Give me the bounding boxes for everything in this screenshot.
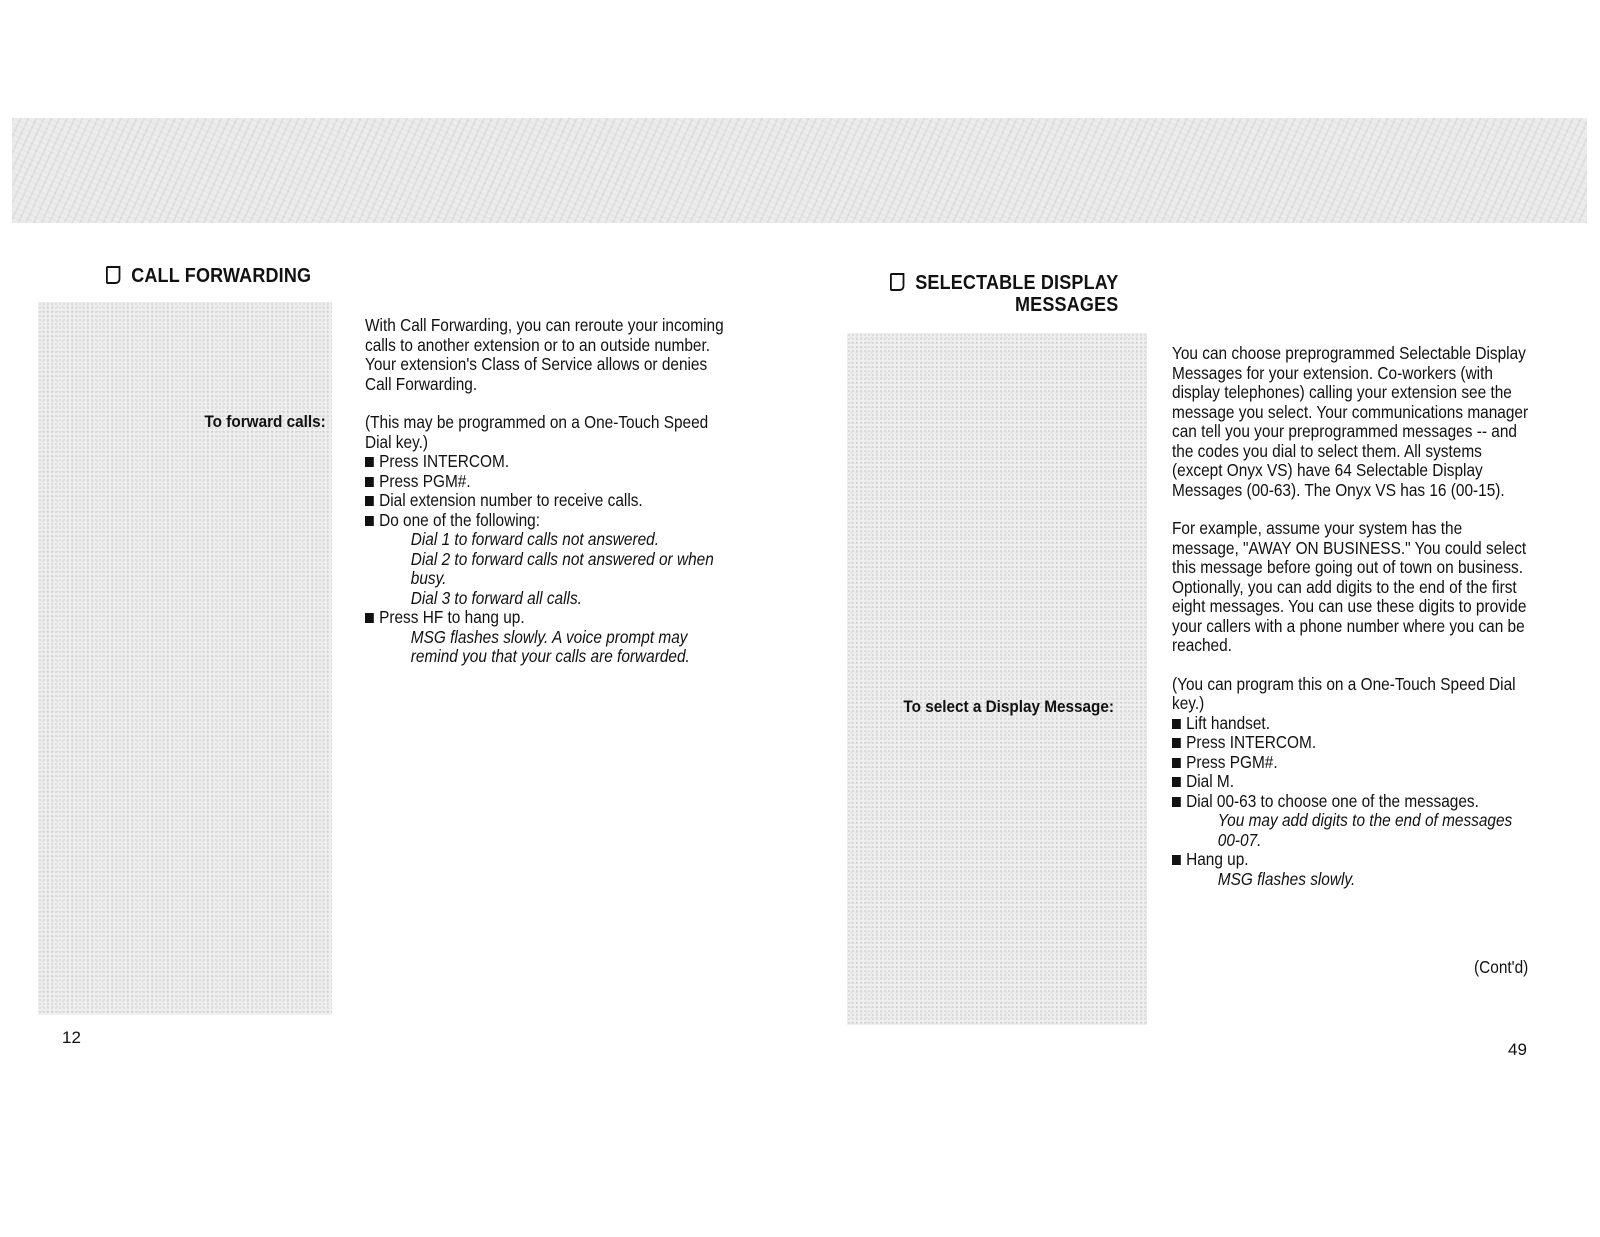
checkbox-square-icon	[890, 273, 904, 291]
procedure-note: (You can program this on a One-Touch Speed Dial key.)	[1172, 673, 1516, 713]
bullet-square-icon	[365, 516, 374, 526]
step-sub-note: MSG flashes slowly.	[1217, 868, 1356, 889]
side-label-forward-calls: To forward calls:	[204, 412, 326, 431]
step-item: Dial M.	[1172, 772, 1533, 792]
step-sub-note: Dial 3 to forward all calls.	[410, 587, 582, 608]
step-item: Press PGM#.	[365, 472, 735, 492]
section-heading-selectable-display-messages	[890, 272, 1118, 316]
bullet-square-icon	[365, 477, 374, 487]
bullet-square-icon	[1172, 738, 1181, 748]
page-number-left: 12	[62, 1028, 81, 1047]
step-sub-note: Dial 1 to forward calls not answered.	[410, 529, 659, 549]
display-messages-body	[1172, 344, 1533, 889]
bullet-square-icon	[365, 496, 374, 506]
step-item: Press PGM#.	[1172, 753, 1533, 773]
right-margin-shade	[847, 333, 1147, 1025]
bullet-square-icon	[1172, 797, 1181, 807]
bullet-square-icon	[1172, 777, 1181, 787]
intro-paragraph: With Call Forwarding, you can reroute your incoming calls to another extension or to an outside number. Your extension's Class of Service allows or denies Call Forwarding.	[365, 315, 724, 394]
page-number-right: 49	[1508, 1040, 1527, 1059]
top-shaded-band	[12, 118, 1587, 223]
paragraph-2: For example, assume your system has the message, "AWAY ON BUSINESS." You could select this message before going out of town on business. Optionally, you can add digits to the end of the first eight messages. You can use these digits to provide your callers with a phone number where you can be reached.	[1172, 518, 1527, 655]
side-label-select-display-message: To select a Display Message:	[903, 697, 1114, 716]
continued-note: (Cont'd)	[1474, 957, 1529, 977]
paragraph-1: You can choose preprogrammed Selectable Display Messages for your extension. Co-workers (with display telephones) calling your extension see the message you select. Your communications manager can tell you your preprogrammed messages -- and the codes you dial to select them. All systems (except Onyx VS) have 64 Selectable Display Messages (00-63). The Onyx VS has 16 (00-15).	[1172, 343, 1529, 500]
procedure-note: (This may be programmed on a One-Touch Speed Dial key.)	[365, 412, 709, 452]
step-sub-note: You may add digits to the end of messages 00-07.	[1217, 810, 1513, 850]
step-sub-note: MSG flashes slowly. A voice prompt may remind you that your calls are forwarded.	[410, 626, 690, 666]
bullet-square-icon	[1172, 758, 1181, 768]
section-heading-call-forwarding	[106, 265, 311, 287]
bullet-square-icon	[365, 613, 374, 623]
step-item: Do one of the following:	[365, 511, 735, 531]
step-item: Press INTERCOM.	[365, 452, 735, 472]
bullet-square-icon	[1172, 719, 1181, 729]
step-item: Press INTERCOM.	[1172, 733, 1533, 753]
left-margin-shade	[38, 302, 332, 1015]
step-item: Hang up.	[1172, 850, 1533, 870]
heading-text: SELECTABLE DISPLAY MESSAGES	[915, 272, 1119, 316]
step-item: Lift handset.	[1172, 714, 1533, 734]
heading-text: CALL FORWARDING	[131, 265, 312, 287]
step-sub-note: Dial 2 to forward calls not answered or when busy.	[410, 548, 714, 588]
checkbox-square-icon	[106, 266, 120, 284]
call-forwarding-body	[365, 316, 735, 667]
step-item: Press HF to hang up.	[365, 608, 735, 628]
bullet-square-icon	[1172, 855, 1181, 865]
bullet-square-icon	[365, 457, 374, 467]
step-item: Dial 00-63 to choose one of the messages.	[1172, 792, 1533, 812]
step-item: Dial extension number to receive calls.	[365, 491, 735, 511]
